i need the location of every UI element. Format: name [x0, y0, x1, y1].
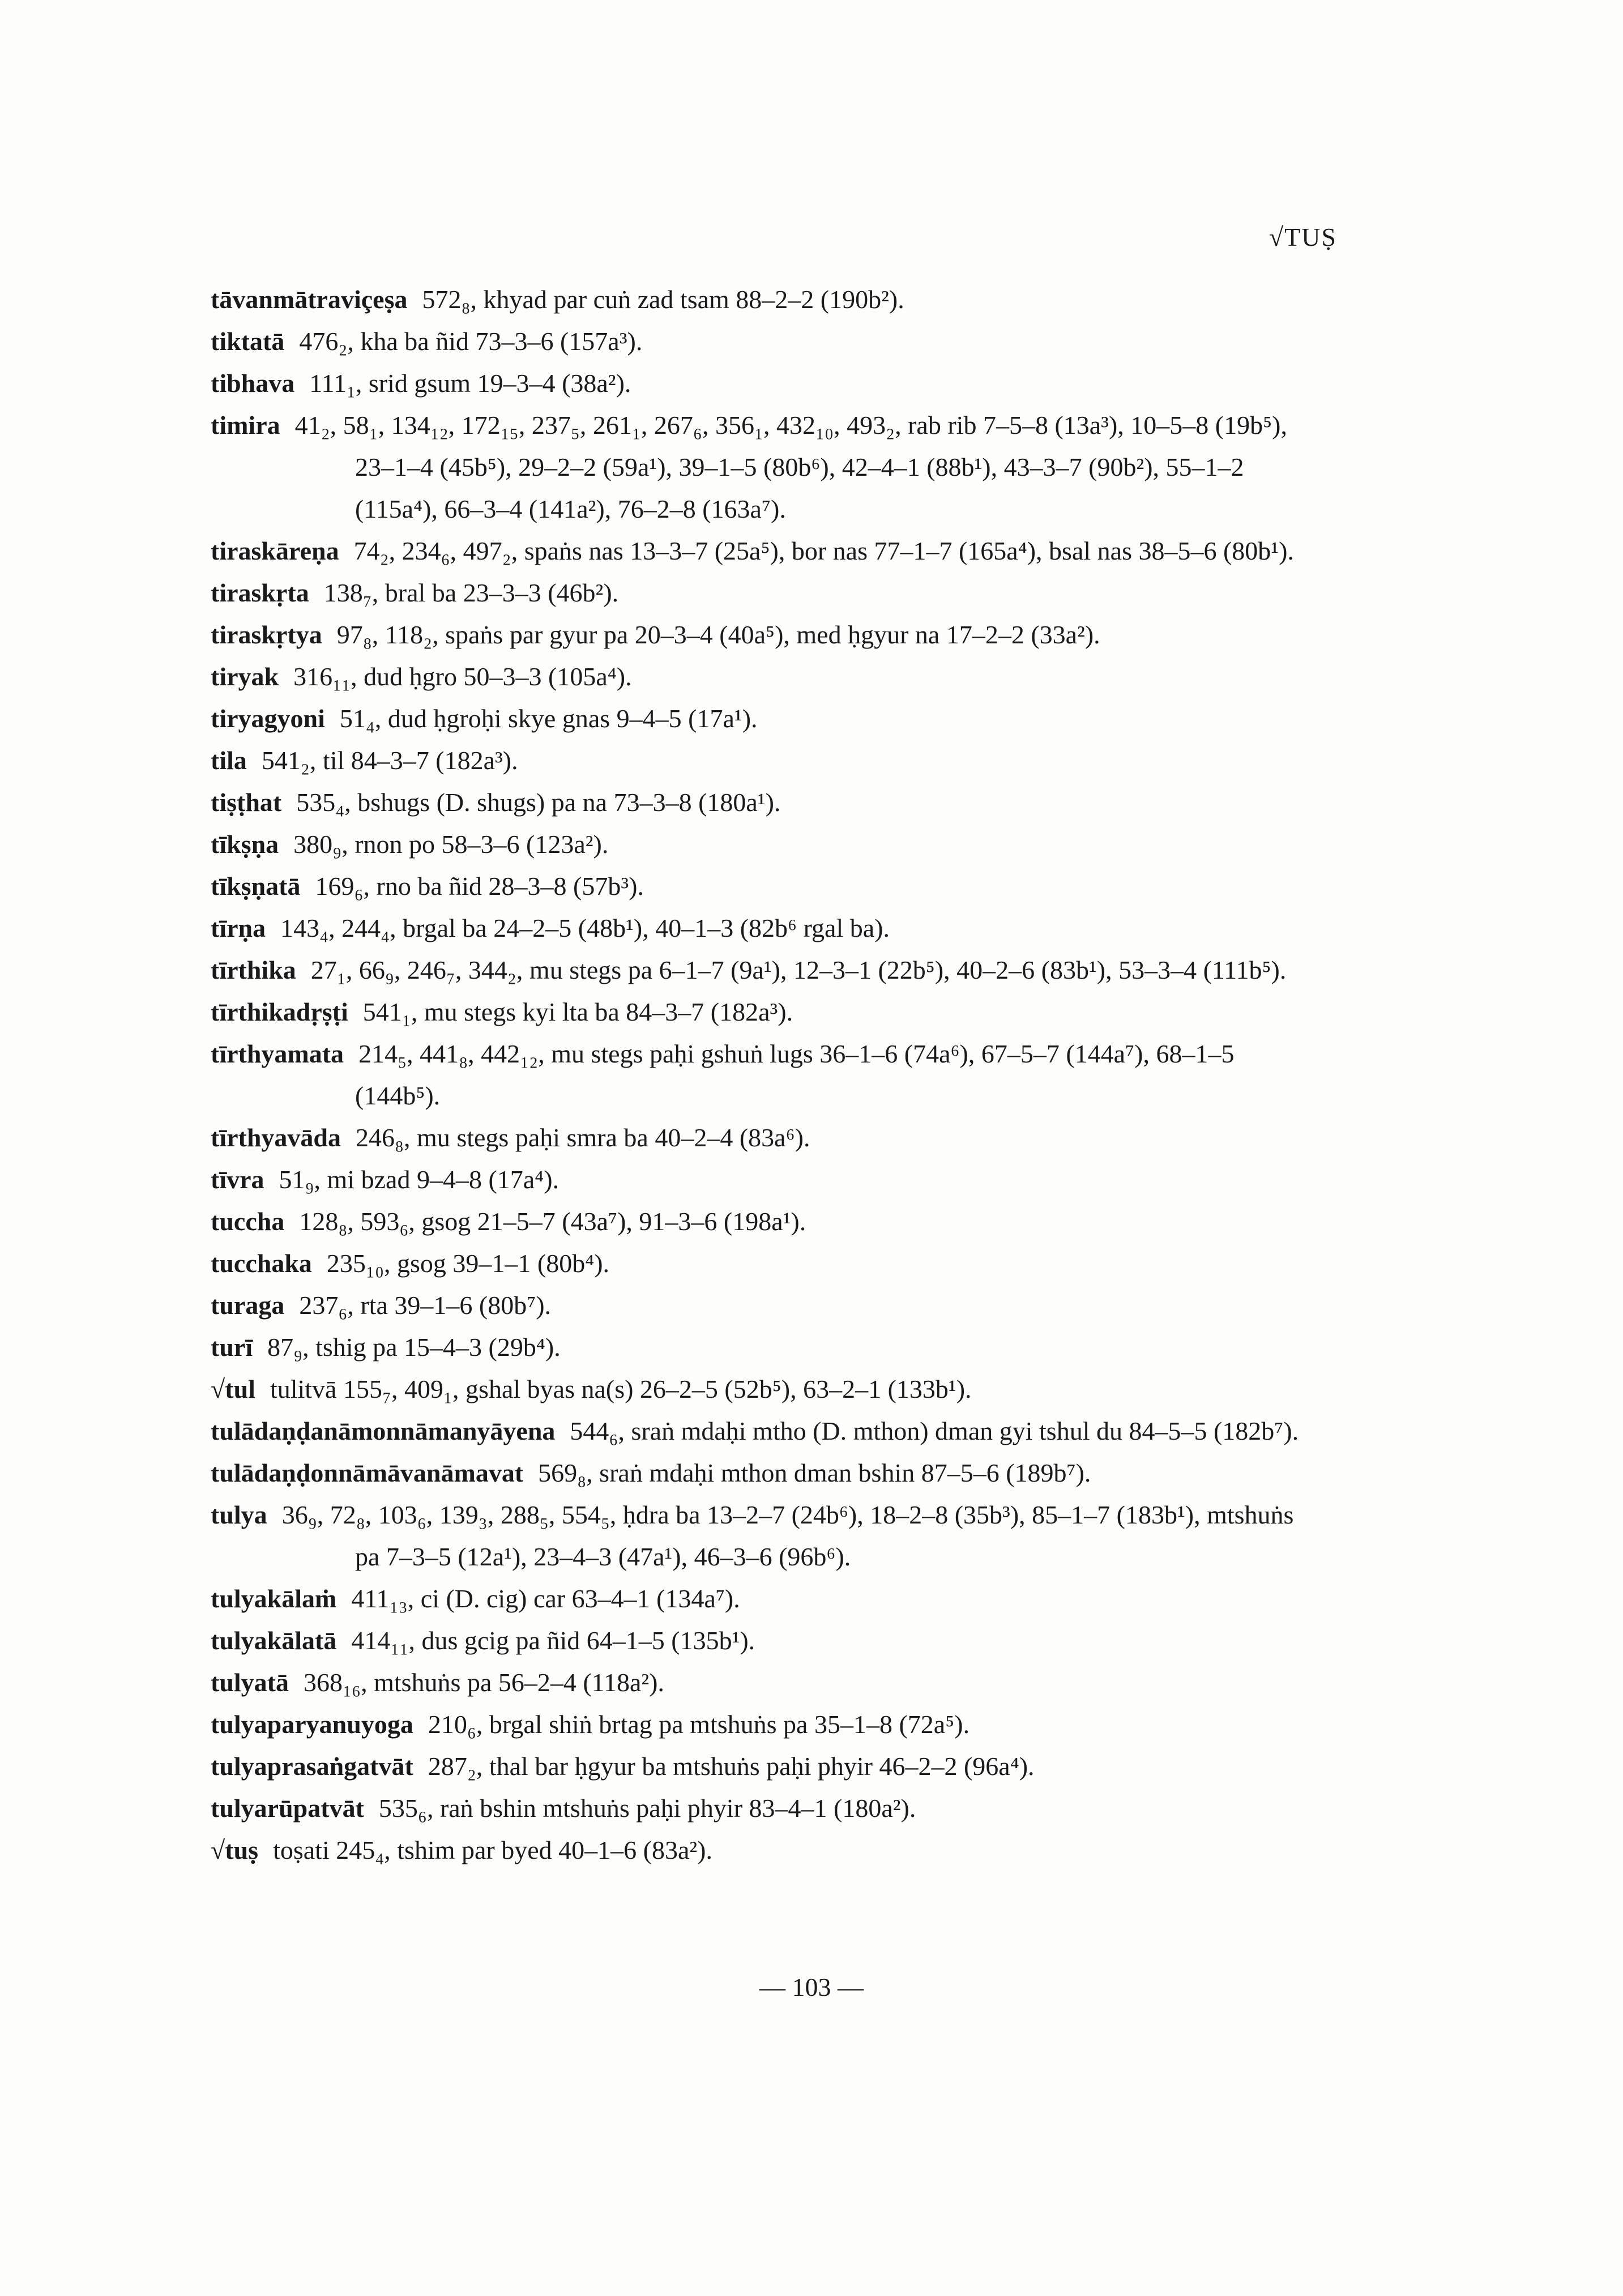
entry-headword: tulyatā [211, 1668, 289, 1697]
entry-definition: 41₂, 58₁, 134₁₂, 172₁₅, 237₅, 261₁, 267₆, 356₁, 432₁₀, 493₂, rab rib 7–5–8 (13a³), 10–5–8 (19b⁵), 23–1–4 (45b⁵), 29–2–2 (59a¹), 39–1–5 (80b⁶), 42–4–1 (88b¹), 43–3–7 (90b²), 55–1–2 (115a⁴), 66–3–4 (141a²), 76–2–8 (163a⁷). [294, 411, 1287, 523]
dictionary-entry [211, 782, 1312, 823]
dictionary-entry [211, 1368, 1312, 1410]
entry-definition: 36₉, 72₈, 103₆, 139₃, 288₅, 554₅, ḥdra ba 13–2–7 (24b⁶), 18–2–8 (35b³), 85–1–7 (183b¹), mtshuṅs pa 7–3–5 (12a¹), 23–4–3 (47a¹), 46–3–6 (96b⁶). [281, 1500, 1294, 1571]
entry-definition: 235₁₀, gsog 39–1–1 (80b⁴). [326, 1249, 610, 1278]
entry-headword: tila [211, 746, 247, 775]
entry-headword: tāvanmātraviçeṣa [211, 285, 408, 314]
dictionary-entry [211, 321, 1312, 362]
entry-definition: 541₂, til 84–3–7 (182a³). [261, 746, 518, 775]
entry-headword: tulyakālaṁ [211, 1584, 337, 1613]
entry-headword: tulādaṇḍonnāmāvanāmavat [211, 1458, 524, 1487]
entry-definition: 51₄, dud ḥgroḥi skye gnas 9–4–5 (17a¹). [339, 704, 758, 733]
entry-definition: 572₈, khyad par cuṅ zad tsam 88–2–2 (190b²). [422, 285, 904, 314]
entry-definition: 544₆, sraṅ mdaḥi mtho (D. mthon) dman gyi tshul du 84–5–5 (182b⁷). [570, 1416, 1299, 1445]
entry-definition: toṣati 245₄, tshim par byed 40–1–6 (83a²). [273, 1836, 712, 1864]
running-head: √TUṢ [1268, 223, 1337, 251]
dictionary-entry [211, 404, 1312, 530]
dictionary-entry [211, 1452, 1312, 1494]
entry-headword: tiryak [211, 662, 279, 691]
entry-definition: 411₁₃, ci (D. cig) car 63–4–1 (134a⁷). [351, 1584, 740, 1613]
dictionary-entry [211, 279, 1312, 321]
entry-definition: 51₉, mi bzad 9–4–8 (17a⁴). [279, 1165, 559, 1194]
entry-definition: 97₈, 118₂, spaṅs par gyur pa 20–3–4 (40a⁵), med ḥgyur na 17–2–2 (33a²). [336, 620, 1100, 649]
entry-headword: √tuṣ [211, 1836, 259, 1864]
entry-headword: tulyaprasaṅgatvāt [211, 1752, 413, 1781]
entry-definition: 111₁, srid gsum 19–3–4 (38a²). [309, 369, 631, 398]
entry-definition: 214₅, 441₈, 442₁₂, mu stegs paḥi gshuṅ lugs 36–1–6 (74a⁶), 67–5–7 (144a⁷), 68–1–5 (144b⁵). [355, 1039, 1235, 1110]
entry-definition: 380₉, rnon po 58–3–6 (123a²). [293, 830, 609, 859]
dictionary-entry [211, 362, 1312, 404]
dictionary-entry [211, 1746, 1312, 1787]
dictionary-entry [211, 1117, 1312, 1159]
dictionary-entry [211, 1662, 1312, 1704]
entry-definition: 87₉, tshig pa 15–4–3 (29b⁴). [267, 1333, 561, 1362]
entry-headword: tiktatā [211, 327, 285, 356]
entry-definition: 569₈, sraṅ mdaḥi mthon dman bshin 87–5–6 (189b⁷). [538, 1458, 1091, 1487]
entry-headword: √tul [211, 1375, 255, 1403]
entry-definition: 138₇, bral ba 23–3–3 (46b²). [323, 578, 619, 607]
entry-headword: turaga [211, 1291, 285, 1320]
entry-definition: 368₁₆, mtshuṅs pa 56–2–4 (118a²). [304, 1668, 664, 1697]
dictionary-entry [211, 740, 1312, 782]
entry-headword: tulya [211, 1500, 267, 1529]
entry-definition: 414₁₁, dus gcig pa ñid 64–1–5 (135b¹). [351, 1626, 755, 1655]
entry-headword: tibhava [211, 369, 295, 398]
entry-headword: tīrṇa [211, 914, 266, 942]
entry-definition: 237₆, rta 39–1–6 (80b⁷). [299, 1291, 552, 1320]
entry-definition: 476₂, kha ba ñid 73–3–6 (157a³). [299, 327, 643, 356]
entry-headword: tulyarūpatvāt [211, 1794, 364, 1823]
dictionary-entry [211, 698, 1312, 740]
entry-headword: turī [211, 1333, 253, 1362]
entry-definition: 287₂, thal bar ḥgyur ba mtshuṅs paḥi phyir 46–2–2 (96a⁴). [428, 1752, 1035, 1781]
dictionary-entry [211, 949, 1312, 991]
dictionary-entry [211, 530, 1312, 572]
entry-definition: 535₄, bshugs (D. shugs) pa na 73–3–8 (180a¹). [296, 788, 781, 817]
entry-headword: tiraskṛta [211, 578, 309, 607]
entry-headword: timira [211, 411, 280, 439]
entry-headword: tiraskāreṇa [211, 536, 339, 565]
entry-definition: 210₆, brgal shiṅ brtag pa mtshuṅs pa 35–1–8 (72a⁵). [428, 1710, 970, 1739]
dictionary-entry [211, 1620, 1312, 1662]
dictionary-entry [211, 865, 1312, 907]
entry-headword: tulyakālatā [211, 1626, 337, 1655]
dictionary-entry [211, 1410, 1312, 1452]
dictionary-entry [211, 1243, 1312, 1284]
dictionary-entry [211, 991, 1312, 1033]
entry-headword: tīrthyamata [211, 1039, 344, 1068]
dictionary-entry [211, 1704, 1312, 1746]
entry-definition: 143₄, 244₄, brgal ba 24–2–5 (48b¹), 40–1–3 (82b⁶ rgal ba). [280, 914, 890, 942]
entry-definition: 246₈, mu stegs paḥi smra ba 40–2–4 (83a⁶). [356, 1123, 810, 1152]
entry-headword: tīkṣṇa [211, 830, 279, 859]
entry-headword: tīrthyavāda [211, 1123, 341, 1152]
entry-headword: tīvra [211, 1165, 264, 1194]
entry-definition: 128₈, 593₆, gsog 21–5–7 (43a⁷), 91–3–6 (198a¹). [299, 1207, 806, 1236]
dictionary-entry [211, 907, 1312, 949]
entry-list [211, 279, 1312, 1871]
dictionary-entry [211, 1787, 1312, 1829]
entry-definition: tulitvā 155₇, 409₁, gshal byas na(s) 26–2–5 (52b⁵), 63–2–1 (133b¹). [270, 1375, 972, 1403]
dictionary-entry [211, 1033, 1312, 1117]
dictionary-entry [211, 572, 1312, 614]
entry-headword: tīrthikadṛṣṭi [211, 997, 348, 1026]
entry-definition: 316₁₁, dud ḥgro 50–3–3 (105a⁴). [293, 662, 632, 691]
dictionary-entry [211, 823, 1312, 865]
entry-headword: tīkṣṇatā [211, 872, 301, 901]
dictionary-entry [211, 614, 1312, 656]
entry-headword: tulādaṇḍanāmonnāmanyāyena [211, 1416, 556, 1445]
dictionary-entry [211, 1578, 1312, 1620]
dictionary-entry [211, 1326, 1312, 1368]
page-number: — 103 — [759, 1973, 864, 2001]
entry-headword: tiraskṛtya [211, 620, 322, 649]
dictionary-entry [211, 1284, 1312, 1326]
entry-headword: tiryagyoni [211, 704, 325, 733]
dictionary-entry [211, 1829, 1312, 1871]
entry-headword: tīrthika [211, 955, 296, 984]
entry-definition: 27₁, 66₉, 246₇, 344₂, mu stegs pa 6–1–7 (9a¹), 12–3–1 (22b⁵), 40–2–6 (83b¹), 53–3–4 (111b⁵). [310, 955, 1287, 984]
entry-headword: tucchaka [211, 1249, 312, 1278]
entry-headword: tiṣṭhat [211, 788, 282, 817]
entry-definition: 169₆, rno ba ñid 28–3–8 (57b³). [315, 872, 644, 901]
dictionary-entry [211, 1159, 1312, 1201]
entry-definition: 541₁, mu stegs kyi lta ba 84–3–7 (182a³). [362, 997, 793, 1026]
entry-definition: 535₆, raṅ bshin mtshuṅs paḥi phyir 83–4–1 (180a²). [378, 1794, 916, 1823]
entry-definition: 74₂, 234₆, 497₂, spaṅs nas 13–3–7 (25a⁵), bor nas 77–1–7 (165a⁴), bsal nas 38–5–6 (80b¹). [353, 536, 1294, 565]
entry-headword: tuccha [211, 1207, 285, 1236]
dictionary-entry [211, 1494, 1312, 1578]
dictionary-entry [211, 656, 1312, 698]
entry-headword: tulyaparyanuyoga [211, 1710, 413, 1739]
dictionary-entry [211, 1201, 1312, 1243]
